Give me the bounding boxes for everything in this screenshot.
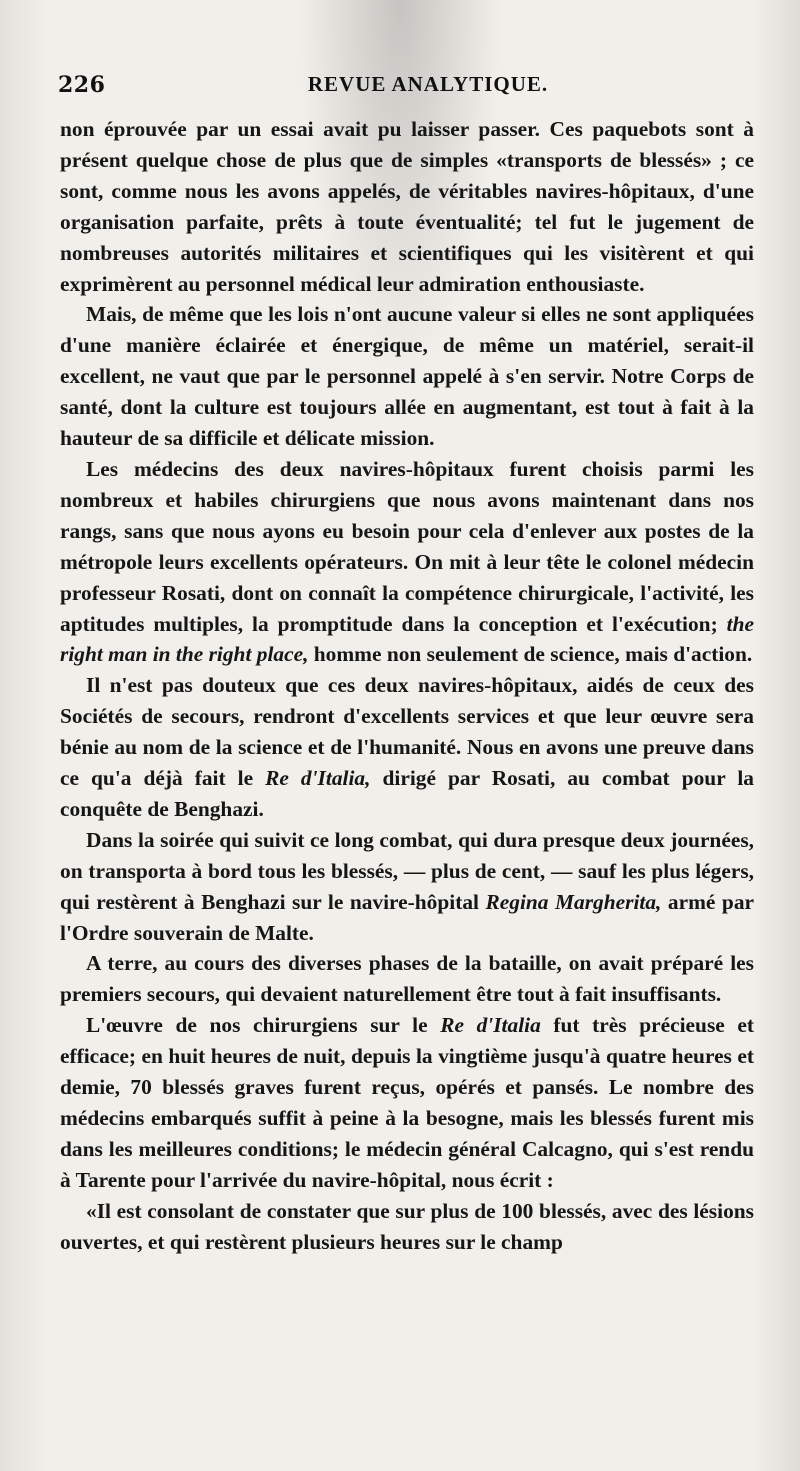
body-text	[60, 114, 754, 1258]
text-run: homme non seulement de science, mais d'action.	[308, 642, 753, 667]
text-run: Les médecins des deux navires-hôpitaux furent choisis parmi les nombreux et habiles chirurgiens que nous avons maintenant dans nos rangs, sans que nous ayons eu besoin pour cela d'enlever aux postes de la métropole leurs excellents opérateurs. On mit à leur tête le colonel médecin professeur Rosati, dont on connaît la compétence chirurgicale, l'activité, les aptitudes multiples, la promptitude dans la conception et l'exécution;	[60, 456, 754, 636]
text-run: «Il est consolant de constater que sur plus de 100 blessés, avec des lésions ouvertes, et qui restèrent plusieurs heures sur le champ	[60, 1198, 754, 1254]
text-run: Dans la soirée qui suivit ce long combat, qui dura presque deux journées, on transporta à bord tous les blessés, — plus de cent, — sauf les plus légers, qui restèrent à Benghazi sur le navire-hôpital	[60, 827, 754, 914]
paragraph	[60, 1196, 754, 1258]
running-title: REVUE ANALYTIQUE.	[307, 72, 549, 96]
paragraph	[60, 114, 754, 299]
paragraph	[60, 948, 754, 1010]
text-run: Il n'est pas douteux que ces deux navires-hôpitaux, aidés de ceux des Sociétés de secours, rendront d'excellents services et que leur œuvre sera bénie au nom de la science et de l'humanité. Nous en avons une preuve dans ce qu'a déjà fait le	[60, 673, 754, 791]
text-run: A terre, au cours des diverses phases de la bataille, on avait préparé les premiers secours, qui devaient naturellement être tout à fait insuffisants.	[60, 951, 754, 1007]
italic-run: Re d'Italia	[440, 1013, 541, 1038]
paragraph	[60, 299, 754, 454]
text-run: armé par l'Ordre souverain de Malte.	[60, 889, 755, 945]
italic-run: Re d'Italia,	[265, 766, 371, 791]
paragraph	[60, 825, 754, 949]
text-run: Mais, de même que les lois n'ont aucune valeur si elles ne sont appliquées d'une manière éclairée et énergique, de même un matériel, serait-il excellent, ne vaut que par le personnel appelé à s'en servir. Notre Corps de santé, dont la culture est toujours allée en augmentant, est tout à fait à la hauteur de sa difficile et délicate mission.	[60, 302, 754, 451]
italic-run: the right man in the right place,	[60, 611, 754, 667]
text-run: dirigé par Rosati, au combat pour la conquête de Benghazi.	[60, 766, 754, 821]
paragraph	[60, 454, 754, 670]
text-run: non éprouvée par un essai avait pu laisser passer. Ces paquebots sont à présent quelque chose de plus que de simples «transports de blessés» ; ce sont, comme nous les avons appelés, de véritables navires-hôpitaux, d'une organisation parfaite, prêts à toute éventualité; tel fut le jugement de nombreuses autorités militaires et scientifiques qui les visitèrent et qui exprimèrent au personnel médical leur admiration enthousiaste.	[60, 117, 754, 296]
text-run: L'œuvre de nos chirurgiens sur le	[86, 1013, 441, 1038]
paragraph	[60, 670, 754, 825]
paragraph	[60, 1010, 754, 1195]
italic-run: Regina Margherita,	[485, 889, 662, 914]
page-number: 226	[58, 72, 106, 98]
text-run: fut très précieuse et efficace; en huit heures de nuit, depuis la vingtième jusqu'à quatre heures et demie, 70 blessés graves furent reçus, opérés et pansés. Le nombre des médecins embarqués suffit à peine à la besogne, mais les blessés furent mis dans les meilleures conditions; le médecin général Calcagno, qui s'est rendu à Tarente pour l'arrivée du navire-hôpital, nous écrit :	[60, 1013, 755, 1192]
running-head	[58, 72, 758, 104]
